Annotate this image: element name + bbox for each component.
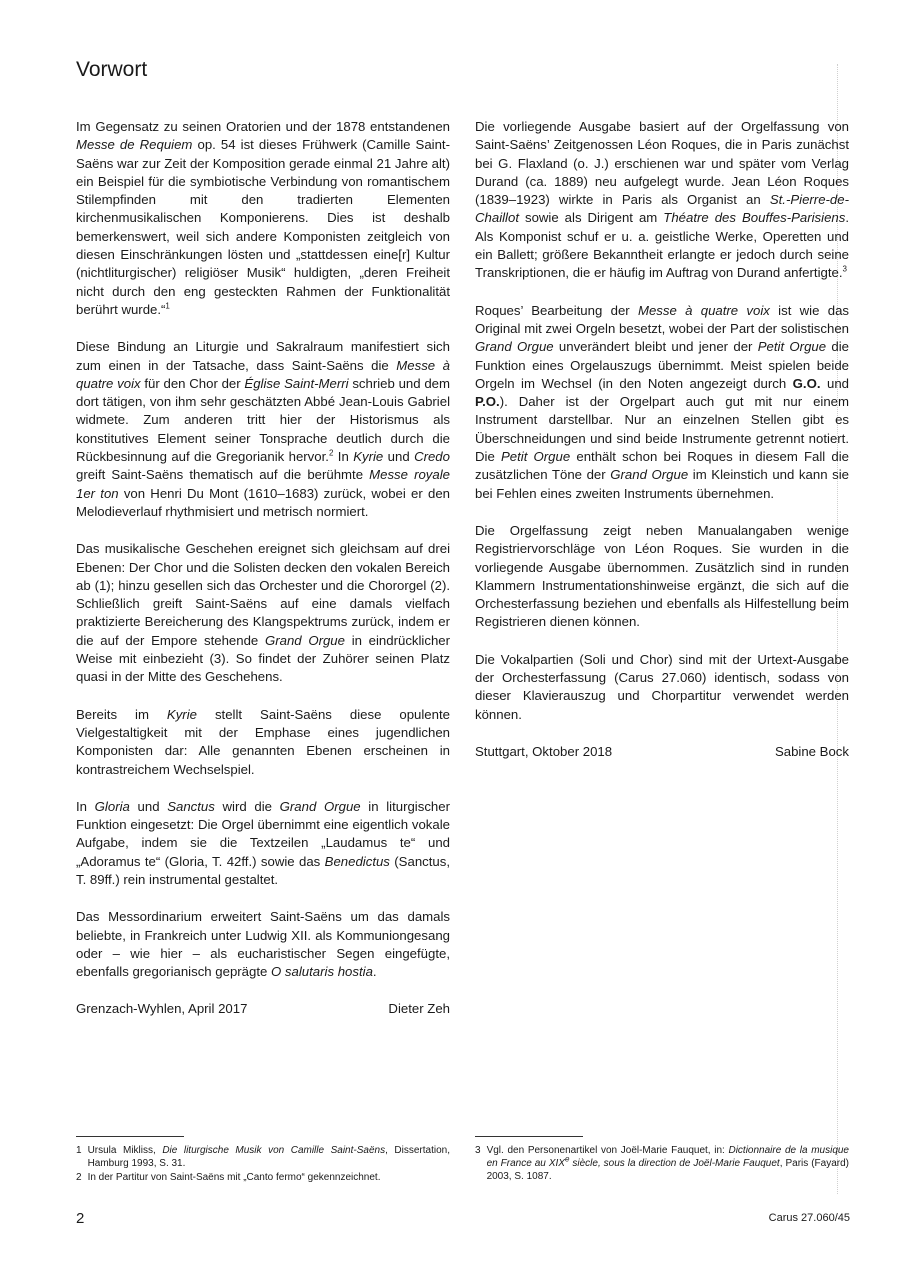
footnotes-left [76, 1144, 450, 1185]
footnote-1 [76, 1144, 450, 1170]
footnote-number: 1 [76, 1145, 82, 1156]
right-signature [475, 743, 849, 761]
footnote-rule-left [76, 1136, 184, 1137]
right-paragraph-1: Die vorliegende Ausgabe basiert auf der Orgelfassung von Saint-Saëns’ Zeitgenossen Léon Roques, die in Paris zunächst bei G. Flaxland (o. J.) erschienen war und später vom Verlag Durand (ca. 1889) neu aufgelegt wurde. Jean Léon Roques (1839–1923) wirkte in Paris als Organist an St.-Pierre-de-Chaillot sowie als Dirigent am Théatre des Bouffes-Parisiens. Als Komponist schuf er u. a. geistliche Werke, Operetten und ein Ballett; größere Bekanntheit erlangte er jedoch durch seine Transkriptionen, die er häufig im Auftrag von Durand anfertigte.$^3$ [475, 119, 849, 281]
left-column [76, 118, 450, 1019]
right-column [475, 118, 849, 761]
left-paragraph-1: Im Gegensatz zu seinen Oratorien und der 1878 entstandenen Messe de Requiem op. 54 ist dieses Frühwerk (Camille Saint-Saëns war zur Zeit der Komposition gerade einmal 21 Jahre alt) ein Beispiel für die symbiotische Verbindung von romantischem Stilempfinden mit den tradierten Elementen kirchenmusikalischen Komponierens. Dies ist deshalb bemerkenswert, weil sich andere Komponisten zeitgleich von diesen Einschränkungen lösten und „stattdessen eine[r] Kultur (nichtliturgischer) religiöser Musik“ huldigten, „deren Freiheit nicht durch den eng gesteckten Rahmen der Funktionalität berührt wurde.“$^1$ [76, 119, 450, 317]
left-paragraph-4: Bereits im Kyrie stellt Saint-Saëns diese opulente Vielgestaltigkeit mit der Emphase eines jugendlichen Komponisten dar: Alle genannten Ebenen erscheinen in kontrastreichem Wechselspiel. [76, 706, 450, 777]
left-paragraph-2: Diese Bindung an Liturgie und Sakralraum manifestiert sich zum einen in der Tatsache, dass Saint-Saëns die Messe à quatre voix für den Chor der Église Saint-Merri schrieb und dem dort tätigen, von ihm sehr geschätzten Abbé Jean-Louis Gabriel widmete. Zum anderen tritt hier der Historismus als konstitutives Element seiner Tonsprache deutlich durch die Rückbesinnung auf die Gregorianik hervor.$^2$ In Kyrie und Credo greift Saint-Saëns thematisch auf die berühmte Messe royale 1er ton von Henri Du Mont (1610–1683) zurück, wobei er den Melodieverlauf rhythmisiert und metrisch normiert. [76, 339, 450, 519]
footnote-number: 3 [475, 1145, 481, 1156]
catalog-number: Carus 27.060/45 [768, 1212, 850, 1224]
left-signature-place-date: Grenzach-Wyhlen, April 2017 [76, 1001, 248, 1017]
right-paragraph-2: Roques’ Bearbeitung der Messe à quatre voix ist wie das Original mit zwei Orgeln besetzt, wobei der Part der solistischen Grand Orgue unverändert bleibt und jener der Petit Orgue die Funktion eines Orgelauszugs übernimmt. Meist spielen beide Orgeln im Wechsel (in den Noten angezeigt durch G.O. und P.O.). Daher ist der Orgelpart auch gut mit nur einem Instrument darstellbar. Nur an einzelnen Stellen gibt es Überschneidungen und sind beide Instrumente getrennt notiert. Die Petit Orgue enthält schon bei Roques in diesem Fall die zusätzlichen Töne der Grand Orgue im Kleinstich und kann sie bei Fehlen eines zweiten Instruments übernehmen. [475, 302, 849, 501]
footnote-text: Vgl. den Personenartikel von Joël-Marie Fauquet, in: Dictionnaire de la musique en France au XIXe siècle, sous la direction de Joël-Marie Fauquet, Paris (Fayard) 2003, S. 1087. [486, 1145, 849, 1182]
footnote-text: In der Partitur von Saint-Saëns mit „Canto fermo“ gekennzeichnet. [87, 1172, 381, 1183]
left-paragraph-3: Das musikalische Geschehen ereignet sich gleichsam auf drei Ebenen: Der Chor und die Solisten decken den vokalen Bereich ab (1); hinzu gesellen sich das Orchester und die Chororgel (2). Schließlich greift Saint-Saëns auf eine damals vielfach praktizierte Bereicherung des Klangspektrums zurück, indem er die auf der Empore stehende Grand Orgue in eindrücklicher Weise mit einbezieht (3). So findet der Zuhörer seinen Platz quasi in der Mitte des Geschehens. [76, 541, 451, 685]
footnote-rule-right [475, 1136, 583, 1137]
footnote-text: Ursula Mikliss, Die liturgische Musik von Camille Saint-Saëns, Dissertation, Hamburg 1993, S. 31. [87, 1145, 450, 1169]
page-number: 2 [76, 1210, 85, 1227]
left-signature [76, 1000, 450, 1018]
right-paragraphs [475, 118, 849, 724]
left-paragraph-6: Das Messordinarium erweitert Saint-Saëns um das damals beliebte, in Frankreich unter Ludwig XII. als Kommuniongesang oder – wie hier – als eucharistischer Segen eingefügte, ebenfalls gregorianisch geprägte O salutaris hostia. [76, 909, 450, 980]
left-signature-name: Dieter Zeh [388, 1001, 450, 1017]
right-signature-name: Sabine Bock [774, 743, 849, 759]
left-paragraphs [76, 118, 450, 981]
right-paragraph-4: Die Vokalpartien (Soli und Chor) sind mit der Urtext-Ausgabe der Orchesterfassung (Carus 27.060) identisch, sodass von dieser Klavierauszug und Chorpartitur verwendet werden können. [475, 651, 849, 722]
left-paragraph-5: In Gloria und Sanctus wird die Grand Orgue in liturgischer Funktion eingesetzt: Die Orgel übernimmt eine eigentlich vokale Aufgabe, indem sie die Textzeilen „Laudamus te“ und „Adoramus te“ (Gloria, T. 42ff.) sowie das Benedictus (Sanctus, T. 89ff.) rein instrumental gestaltet. [76, 798, 451, 887]
page-title: Vorwort [76, 58, 148, 81]
footnote-3 [475, 1144, 849, 1183]
footnote-number: 2 [76, 1172, 82, 1183]
right-paragraph-3: Die Orgelfassung zeigt neben Manualangaben wenige Registriervorschläge von Léon Roques. Sie wurden in die vorliegende Ausgabe übernommen. Zusätzlich sind in runden Klammern Instrumentationshinweise ergänzt, die sich auf die Orchesterfassung beziehen und ebenfalls als Hilfestellung beim Registrieren dienen können. [475, 522, 849, 630]
footnote-2 [76, 1171, 450, 1184]
right-signature-place-date: Stuttgart, Oktober 2018 [475, 743, 613, 759]
footnotes-right [475, 1144, 849, 1184]
